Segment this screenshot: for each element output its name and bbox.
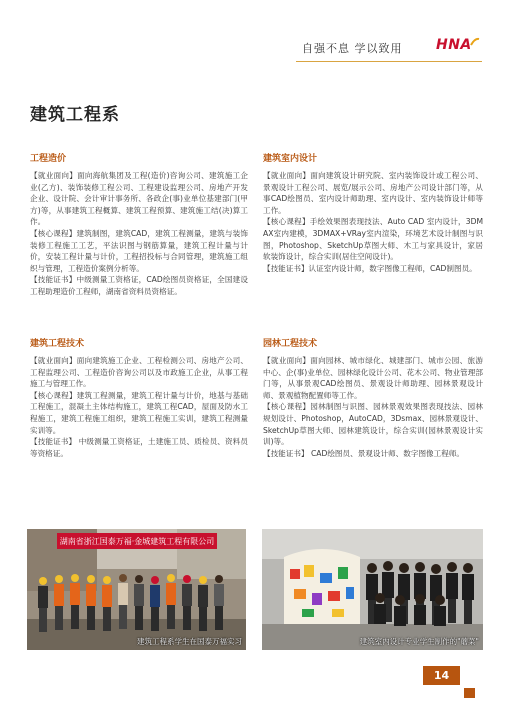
top-band [0, 0, 512, 22]
para-certificates: 【技能证书】 中级测量工资格证，土建施工员、质检员、资料员等资格证。 [30, 437, 248, 458]
page-title: 建筑工程系 [30, 105, 120, 125]
section-interior-design [263, 151, 483, 274]
header-slogan: 自强不息 学以致用 [302, 42, 403, 55]
hna-logo [436, 37, 480, 53]
photo-caption: 建筑室内设计专业学生制作的"蘑菜" [359, 637, 479, 646]
para-certificates: 【技能证书】认证室内设计师，数字图像工程师，CAD制图员。 [263, 263, 477, 273]
photo-caption: 建筑工程系学生在国泰万福实习 [137, 637, 242, 646]
students-booth-illustration [262, 529, 483, 650]
para-employment: 【就业面向】面向海航集团及工程(造价)咨询公司、建筑施工企业(乙方)、装饰装修工程公司、工程建设监理公司、房地产开发企业、设计院、会计审计事务所、各政企(事)业单位基建部门(甲方)等，从事建筑工程概算、建筑工程预算、建筑施工结(决)算工作。 [30, 171, 248, 227]
section-construction-tech [30, 336, 248, 459]
para-certificates: 【技能证书】 CAD绘图员、景观设计师、数字图像工程师。 [263, 448, 465, 458]
hna-logo-text: HNA [436, 37, 472, 53]
para-core-courses: 【核心课程】建筑工程测量，建筑工程计量与计价，地基与基础工程施工，混凝土主体结构施工，建筑工程CAD，屋面及防水工程施工，建筑工程施工组织，建筑工程施工实训，建筑工程测量实训等。 [30, 390, 248, 435]
section-cost-engineering [30, 151, 248, 298]
section-title: 建筑室内设计 [263, 154, 318, 164]
section-title: 工程造价 [30, 154, 67, 164]
header-divider [296, 61, 482, 62]
photo-banner-text: 湖南省浙江国泰万福·金城建筑工程有限公司 [59, 537, 215, 546]
para-employment: 【就业面向】面向建筑设计研究院、室内装饰设计或工程公司、景观设计工程公司、展览/展示公司、房地产公司设计部门等，从事CAD绘图员、室内设计师助理、室内设计、室内装饰设计师等工作。 [263, 171, 483, 215]
para-core-courses: 【核心课程】手绘效果图表现技法、Auto CAD 室内设计，3DMAX室内建模，3DMAX+VRay室内渲染，环境艺术设计制图与识图，Photoshop、SketchUp草图大师、木工与家具设计，家居软装饰设计，综合实训(居住空间设计)。 [263, 217, 483, 262]
section-title: 建筑工程技术 [30, 339, 85, 349]
photo-construction-internship [27, 529, 246, 650]
para-employment: 【就业面向】面向园林、城市绿化、城建部门、城市公园、旅游中心、企(事)业单位、园林绿化设计公司、花木公司、物业管理部门等，从事景观CAD绘图员、景观设计师助理、园林景观设计师、景观植物配置师等工作。 [263, 356, 483, 400]
page-number: 14 [423, 666, 460, 685]
section-landscape-engineering [263, 336, 483, 459]
construction-site-illustration [27, 529, 246, 650]
para-core-courses: 【核心课程】园林制图与识图、园林景观效果图表现技法、园林规划设计、Photoshop，AutoCAD，3Dsmax、园林景观设计、SketchUp草图大师、园林建筑设计，综合实训(园林景观设计实训)等。 [263, 402, 483, 447]
section-title: 园林工程技术 [263, 339, 318, 349]
colorful-booth [284, 549, 360, 624]
logo-swoosh-icon [470, 37, 480, 47]
photo-interior-design-students [262, 529, 483, 650]
para-certificates: 【技能证书】中级测量工资格证，CAD绘图员资格证，全国建设工程助理造价工程师，湖南省资料员资格证。 [30, 275, 248, 296]
page-corner-square [464, 688, 475, 698]
para-employment: 【就业面向】面向建筑施工企业、工程检测公司、房地产公司、工程监理公司、工程造价咨询公司以及市政施工企业，从事工程施工与管理工作。 [30, 356, 248, 389]
para-core-courses: 【核心课程】建筑制图，建筑CAD，建筑工程测量，建筑与装饰装修工程施工工艺，平法识图与钢筋算量，建筑工程计量与计价，安装工程计量与计价，工程招投标与合同管理，建筑施工组织与管理，工程造价案例分析等。 [30, 228, 248, 273]
